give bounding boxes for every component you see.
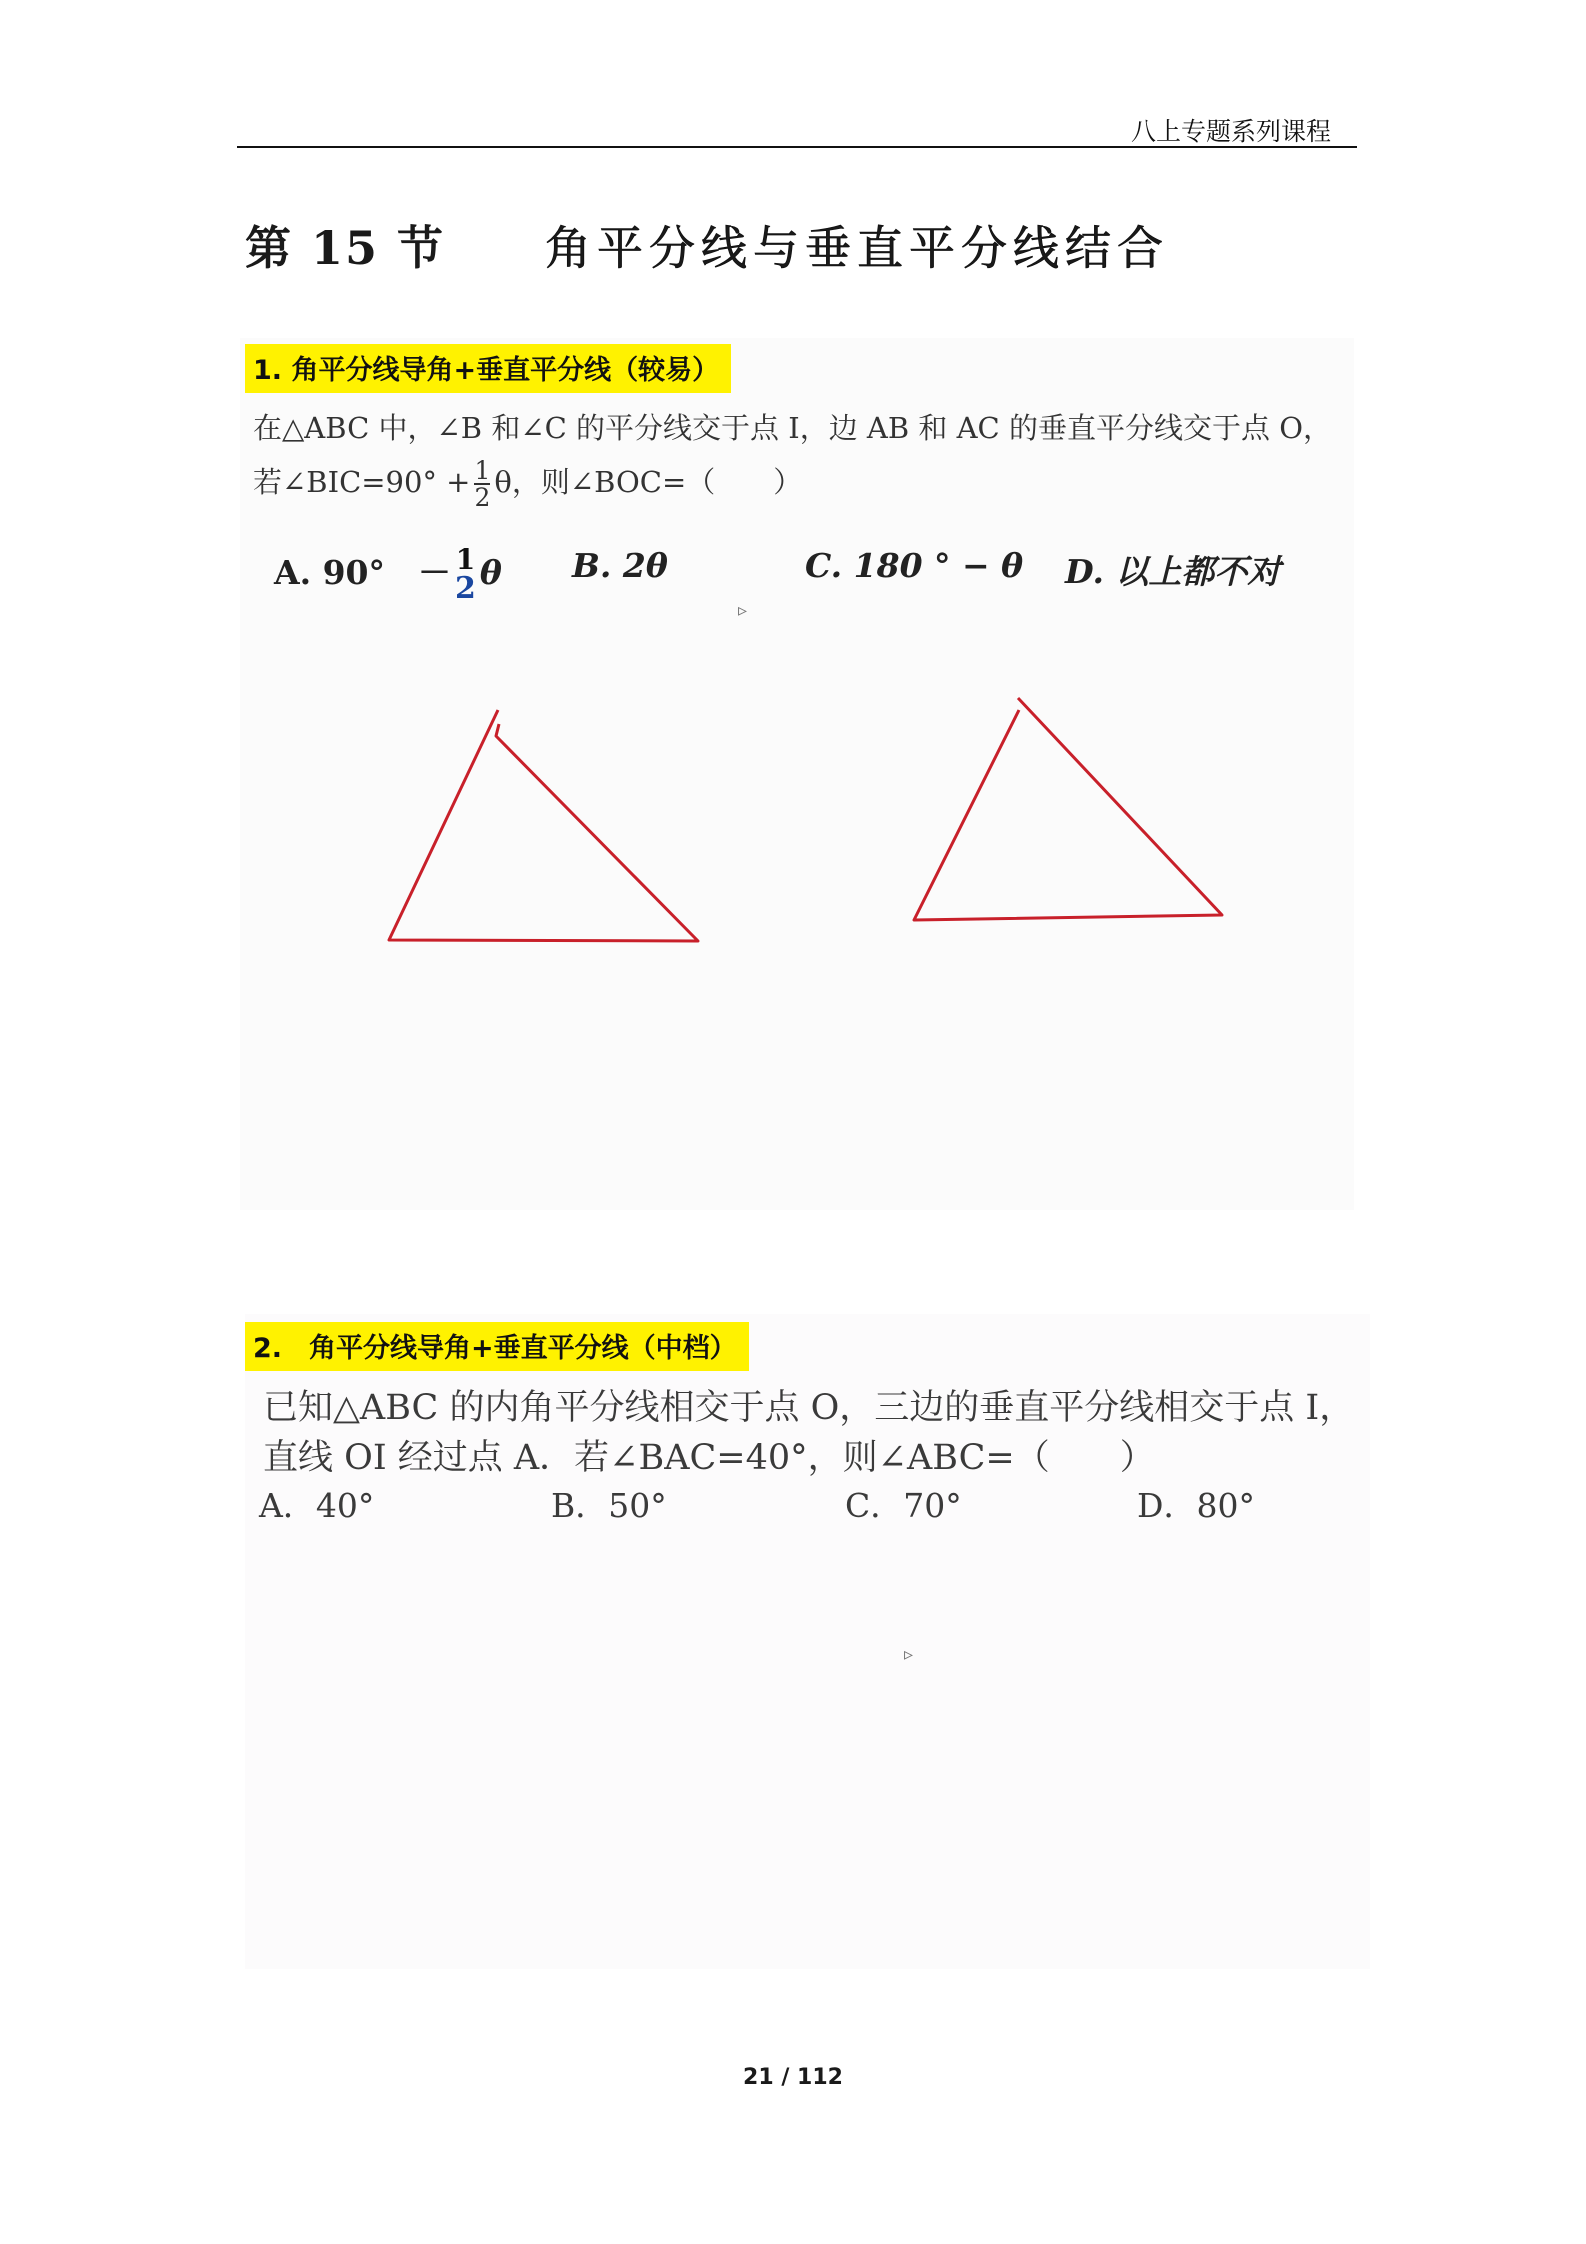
question-1-option-c: C. 180 ° − θ: [805, 546, 1024, 585]
question-2-option-d: D．80°: [1137, 1486, 1255, 1525]
question-2-option-a: A．40°: [259, 1486, 375, 1525]
option-a-post: θ: [479, 553, 502, 592]
section-name: 角平分线与垂直平分线结合: [545, 221, 1170, 275]
section-title: [245, 212, 1169, 278]
stem-post: θ，则∠BOC=（ ）: [494, 465, 803, 499]
triangle-drawings: [240, 338, 1354, 1210]
question-2-stem-line2: 直线 OI 经过点 A．若∠BAC=40°，则∠ABC=（ ）: [263, 1438, 1155, 1478]
question-1-stem-line1: 在△ABC 中，∠B 和∠C 的平分线交于点 I，边 AB 和 AC 的垂直平分线交于点 O，: [253, 411, 1332, 445]
question-1-panel: [240, 338, 1354, 1210]
handwritten-denominator: 2: [455, 571, 476, 606]
header-divider: [237, 146, 1357, 148]
question-1-option-b: B. 2θ: [572, 546, 668, 585]
fraction-denominator: 2: [474, 483, 491, 512]
option-a-pre: A. 90° －: [274, 553, 452, 592]
question-2-option-c: C．70°: [845, 1486, 962, 1525]
triangle-right: [914, 698, 1222, 920]
question-2-option-b: B．50°: [551, 1486, 667, 1525]
question-1-tag: 1. 角平分线导角+垂直平分线（较易）: [245, 344, 731, 393]
fraction-numerator: 1: [474, 456, 491, 485]
mouse-cursor-icon: ▹: [904, 1644, 914, 1665]
triangle-left: [389, 710, 698, 941]
header-course-title: 八上专题系列课程: [1130, 117, 1331, 146]
section-number: 第 15 节: [245, 221, 446, 275]
question-2-tag: 2. 角平分线导角+垂直平分线（中档）: [245, 1322, 749, 1371]
question-1-option-d: D. 以上都不对: [1065, 552, 1281, 591]
question-2-stem-line1: 已知△ABC 的内角平分线相交于点 O，三边的垂直平分线相交于点 I，: [263, 1388, 1355, 1428]
handwritten-numerator: 1: [455, 543, 476, 576]
question-2-panel: [245, 1314, 1370, 1969]
page-number: 21 / 112: [743, 2065, 843, 2090]
mouse-cursor-icon: ▹: [738, 600, 748, 621]
stem-pre: 若∠BIC=90° +: [253, 465, 471, 499]
